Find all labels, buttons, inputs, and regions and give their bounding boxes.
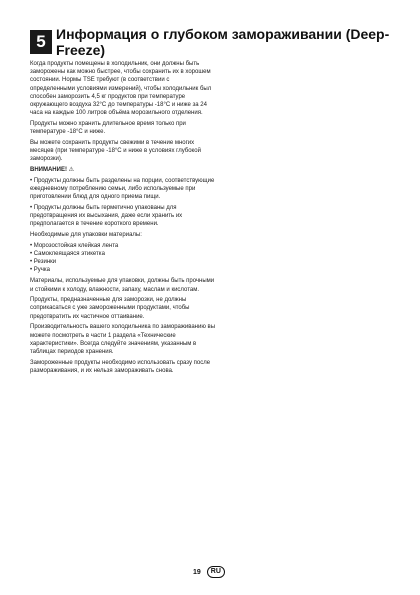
list-item: • Резинки: [30, 258, 216, 266]
paragraph-capacity: Производительность вашего холодильника по замораживанию вы можете посмотреть в части 1 раздела «Технические характеристики». Всегда следуйте значениям, указанным в таблицах периодов хранения.: [30, 324, 216, 355]
language-badge: RU: [207, 566, 225, 578]
paragraph-freezing-norms: Когда продукты помещены в холодильник, они должны быть заморожены как можно быстрее, чтобы сохранить их в хорошем состоянии. Нормы TSE требуют (в соответствии с определенными условиями измерений), чтобы холодильник был способен заморозить 4,5 кг продуктов при температуре окружающего воздуха 32°С до температуры -18°С и ниже за 24 часа на каждые 100 литров объёма морозильного отделения.: [30, 61, 212, 117]
section-title: Информация о глубоком замораживании (Deep-Freeze): [56, 26, 390, 58]
page-footer: [193, 566, 225, 578]
warning-item: • Продукты должны быть герметично упакованы для предотвращения их высыхания, даже если хранить их предполагается в течение короткого времени.: [30, 204, 183, 228]
warning-heading: ВНИМАНИЕ! ⚠: [30, 166, 75, 173]
paragraph-storage-temperature: Продукты можно хранить длительное время только при температуре -18°С и ниже.: [30, 120, 186, 136]
paragraph-no-refreeze: Замороженные продукты необходимо использовать сразу после размораживания, и их нельзя замораживать снова.: [30, 360, 211, 375]
body-text: [30, 60, 216, 378]
list-item: • Ручка: [30, 266, 216, 274]
page-number: 19: [193, 568, 201, 576]
warning-item: • Продукты должны быть разделены на порции, соответствующие ежедневному потреблению семьи, либо используемые при приготовлении блюд для одного приема пищи.: [30, 177, 215, 201]
materials-intro: Необходимые для упаковки материалы:: [30, 231, 142, 238]
paragraph-no-contact: Продукты, предназначенные для заморозки, не должны соприкасаться с уже замороженными продуктами, чтобы предотвратить их частичное оттаивание.: [30, 297, 190, 320]
list-item: • Самоклеящаяся этикетка: [30, 250, 216, 258]
section-number-badge: 5: [30, 30, 52, 54]
materials-list: [30, 242, 216, 275]
paragraph-keep-fresh: Вы можете сохранить продукты свежими в течение многих месяцев (при температуре -18°С и ниже в условиях глубокой заморозки).: [30, 139, 201, 163]
paragraph-packaging-materials: Материалы, используемые для упаковки, должны быть прочными и стойкими к холоду, влажности, запаху, маслам и кислотам.: [30, 278, 215, 293]
list-item: • Морозостойкая клейкая лента: [30, 242, 216, 250]
